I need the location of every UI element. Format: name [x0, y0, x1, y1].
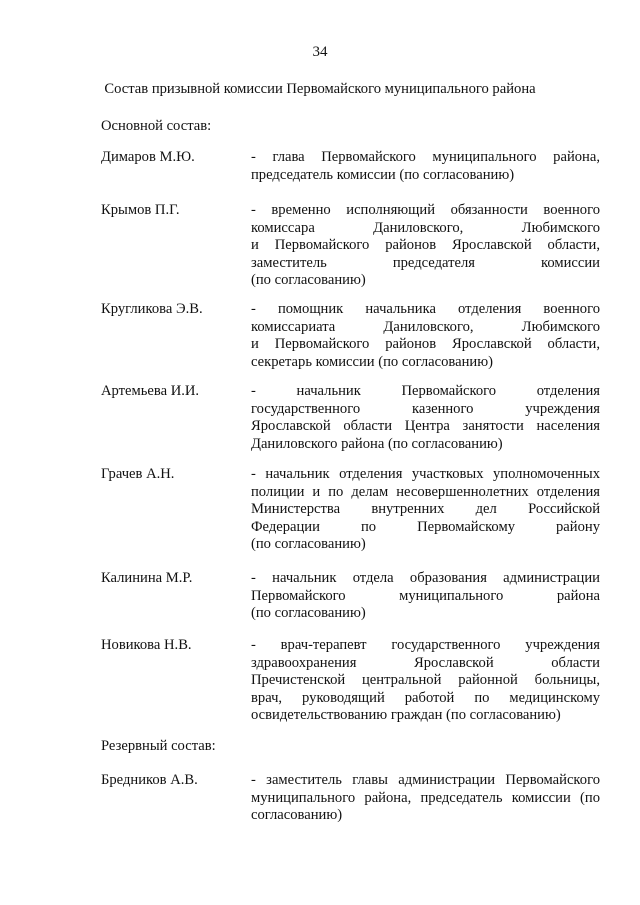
role-line: - глава Первомайского муниципального района, — [251, 149, 600, 165]
member-name: Новикова Н.В. — [101, 637, 192, 653]
member-name: Калинина М.Р. — [101, 570, 193, 586]
member-role — [251, 466, 600, 554]
role-line: государственного казенного учреждения — [251, 400, 600, 417]
role-line: Ярославской области Центра занятости населения — [251, 418, 600, 435]
member-name: Кругликова Э.В. — [101, 301, 203, 317]
member-role — [251, 149, 600, 184]
role-line: освидетельствованию граждан (по согласованию) — [251, 707, 561, 724]
member-role — [251, 301, 600, 371]
role-line: муниципального района, председатель комиссии (по — [251, 789, 600, 806]
main-composition-heading: Основной состав: — [101, 118, 212, 134]
member-role — [251, 202, 600, 290]
member-name: Артемьева И.И. — [101, 383, 200, 399]
member-role — [251, 383, 600, 453]
role-line: комиссара Даниловского, Любимского — [251, 219, 600, 236]
role-line: заместитель председателя комиссии — [251, 254, 600, 271]
role-line: согласованию) — [251, 807, 343, 824]
member-name: Крымов П.Г. — [101, 202, 180, 218]
role-line: (по согласованию) — [251, 605, 366, 622]
reserve-composition-heading: Резервный состав: — [101, 738, 216, 754]
role-line: председатель комиссии (по согласованию) — [251, 166, 515, 183]
role-line: - временно исполняющий обязанности военного — [251, 202, 600, 218]
role-line: - помощник начальника отделения военного — [251, 301, 600, 317]
role-line: Федерации по Первомайскому району — [251, 518, 600, 535]
role-line: секретарь комиссии (по согласованию) — [251, 353, 493, 370]
role-line: и Первомайского районов Ярославской области, — [251, 336, 600, 353]
member-name: Димаров М.Ю. — [101, 149, 195, 165]
role-line: Пречистенской центральной районной больницы, — [251, 672, 600, 689]
role-line: комиссариата Даниловского, Любимского — [251, 318, 600, 335]
role-line: - начальник отделения участковых уполномоченных — [251, 466, 600, 482]
role-line: и Первомайского районов Ярославской области, — [251, 237, 600, 254]
role-line: Первомайского муниципального района — [251, 587, 600, 604]
role-line: - врач-терапевт государственного учреждения — [251, 637, 600, 653]
role-line: полиции и по делам несовершеннолетних отделения — [251, 483, 600, 500]
page-number: 34 — [312, 44, 328, 60]
role-line: Даниловского района (по согласованию) — [251, 435, 503, 452]
role-line: врач, руководящий работой по медицинскому — [251, 689, 600, 706]
role-line: - заместитель главы администрации Первомайского — [251, 772, 600, 788]
role-line: Министерства внутренних дел Российской — [251, 501, 600, 518]
role-line: (по согласованию) — [251, 536, 366, 553]
document-title: Состав призывной комиссии Первомайского муниципального района — [104, 81, 536, 97]
member-name: Бредников А.В. — [101, 772, 198, 788]
member-role — [251, 570, 600, 623]
member-role — [251, 772, 600, 825]
role-line: - начальник Первомайского отделения — [251, 383, 600, 399]
member-name: Грачев А.Н. — [101, 466, 175, 482]
role-line: (по согласованию) — [251, 272, 366, 289]
member-role — [251, 637, 600, 725]
role-line: здравоохранения Ярославской области — [251, 654, 600, 671]
role-line: - начальник отдела образования администрации — [251, 570, 600, 586]
